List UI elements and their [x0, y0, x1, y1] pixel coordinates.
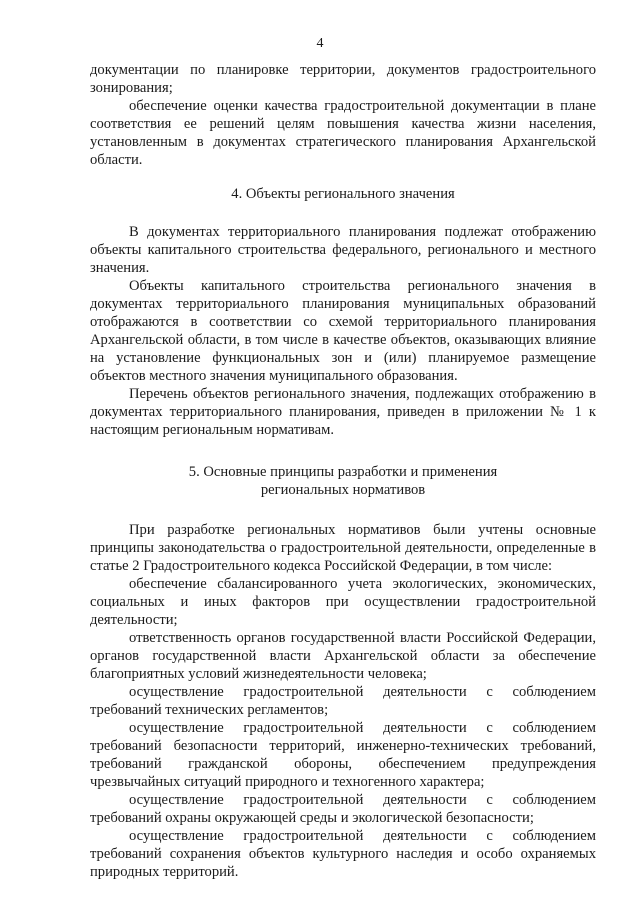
list-item: обеспечение сбалансированного учета экологических, экономических, социальных и иных факторов при осуществлении градостроительной деятельности; [90, 576, 596, 628]
list-item: осуществление градостроительной деятельности с соблюдением требований безопасности территорий, инженерно-технических требований, требований гражданской обороны, обеспечением предупреждения чрезвычайных ситуаций природного и техногенного характера; [90, 720, 596, 790]
list-item: осуществление градостроительной деятельности с соблюдением требований технических регламентов; [90, 684, 596, 718]
section-heading-5-line1: 5. Основные принципы разработки и применения [188, 464, 498, 480]
paragraph: При разработке региональных нормативов были учтены основные принципы законодательства о градостроительной деятельности, определенные в статье 2 Градостроительного кодекса Российской Федерации, в том числе: [90, 522, 596, 574]
section-heading-5-line2: региональных нормативов [260, 482, 426, 498]
paragraph-continuation: документации по планировке территории, документов градостроительного зонирования; [90, 62, 596, 96]
paragraph: Перечень объектов регионального значения, подлежащих отображению в документах территориального планирования, приведен в приложении № 1 к настоящим региональным нормативам. [90, 386, 596, 438]
paragraph: Объекты капитального строительства регионального значения в документах территориального планирования муниципальных образований отображаются в соответствии со схемой территориального планирования Архангельской области, в том числе в качестве объектов, оказывающих влияние на установление функциональных зон и (или) планируемое размещение объектов местного значения муниципального образования. [90, 278, 596, 384]
list-item: ответственность органов государственной власти Российской Федерации, органов государственной власти Архангельской области за обеспечение благоприятных условий жизнедеятельности человека; [90, 630, 596, 682]
paragraph: В документах территориального планирования подлежат отображению объекты капитального строительства федерального, регионального и местного значения. [90, 224, 596, 276]
page-number: 4 [316, 36, 324, 51]
section-heading-4: 4. Объекты регионального значения [231, 186, 455, 202]
paragraph: обеспечение оценки качества градостроительной документации в плане соответствия ее решений целям повышения качества жизни населения, установленным в документах стратегического планирования Архангельской области. [90, 98, 596, 168]
list-item: осуществление градостроительной деятельности с соблюдением требований охраны окружающей среды и экологической безопасности; [90, 792, 596, 826]
document-body [90, 61, 596, 881]
list-item: осуществление градостроительной деятельности с соблюдением требований сохранения объектов культурного наследия и особо охраняемых природных территорий. [90, 828, 596, 880]
